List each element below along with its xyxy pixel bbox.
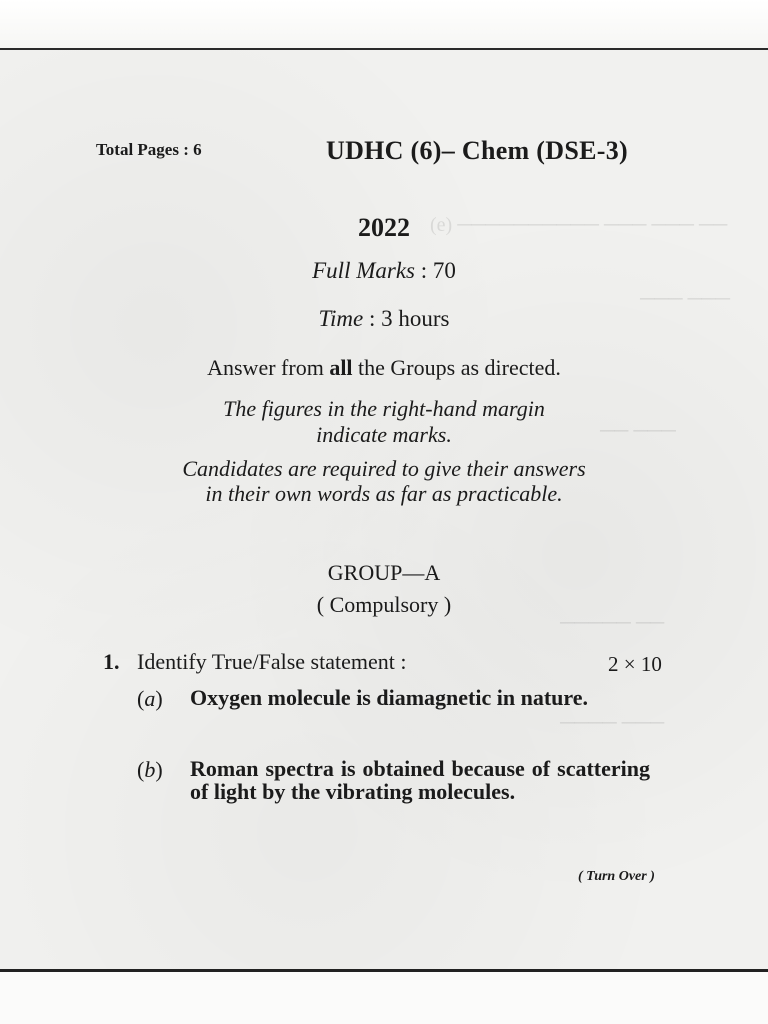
instruction-bold: all <box>329 355 353 380</box>
scan-margin-top <box>0 0 768 48</box>
option-b-label: (b) <box>137 757 163 782</box>
question-number: 1. <box>103 649 120 674</box>
figures-line-2: indicate marks. <box>316 422 452 447</box>
time-allowed <box>0 306 768 332</box>
instruction-suffix: the Groups as directed. <box>352 355 561 380</box>
bleed-through: ─── ─── <box>640 288 731 310</box>
group-title: GROUP—A <box>327 560 441 585</box>
option-b-text: Roman spectra is obtained because of scattering of light by the vibrating molecules. <box>190 756 650 804</box>
candidates-line-1: Candidates are required to give their answers <box>182 456 586 481</box>
instruction-figures <box>0 396 768 448</box>
bleed-through: ──── ─── <box>560 712 665 734</box>
full-marks <box>0 258 768 284</box>
turn-over-note: ( Turn Over ) <box>578 869 655 884</box>
instruction-candidates <box>0 456 768 506</box>
full-marks-label: Full Marks <box>312 258 415 283</box>
bleed-through: ── ─── <box>600 420 676 442</box>
time-value: : 3 hours <box>363 306 450 331</box>
exam-page <box>0 50 768 969</box>
figures-line-1: The figures in the right-hand margin <box>223 396 545 421</box>
exam-year: 2022 <box>358 213 410 242</box>
question-marks: 2 × 10 <box>608 652 662 676</box>
option-a-label: (a) <box>137 686 163 711</box>
instruction-answer <box>0 355 768 381</box>
group-subtitle: ( Compulsory ) <box>316 592 452 617</box>
instruction-prefix: Answer from <box>207 355 330 380</box>
paper-code: UDHC (6)– Chem (DSE-3) <box>326 136 628 165</box>
candidates-line-2: in their own words as far as practicable. <box>205 481 563 506</box>
scan-margin-bottom <box>0 972 768 1024</box>
time-label: Time <box>318 306 364 331</box>
full-marks-value: : 70 <box>414 258 456 283</box>
total-pages: Total Pages : 6 <box>96 140 202 159</box>
question-text: Identify True/False statement : <box>137 649 407 674</box>
option-a-text: Oxygen molecule is diamagnetic in nature. <box>190 685 589 710</box>
bleed-through: (e) ────────── ─── ─── ── <box>430 214 728 236</box>
bleed-through: ───── ── <box>560 612 665 634</box>
